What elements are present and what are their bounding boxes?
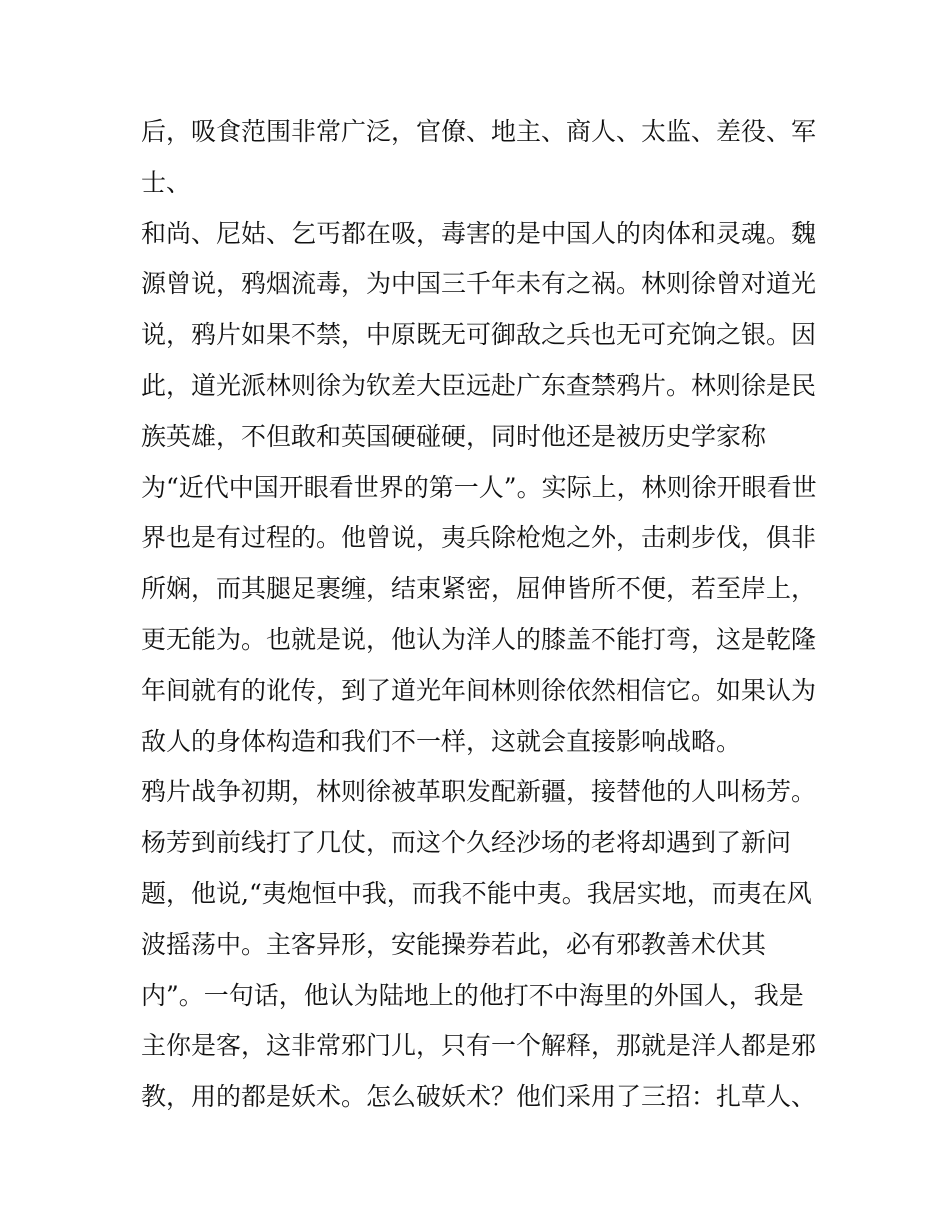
text-line: 鸦片战争初期，林则徐被革职发配新疆，接替他的人叫杨芳。 (141, 777, 817, 807)
text-line: 教，用的都是妖术。怎么破妖术？他们采用了三招：扎草人、 (141, 1082, 817, 1112)
text-line: 更无能为。也就是说，他认为洋人的膝盖不能打弯，这是乾隆 (141, 624, 817, 654)
text-line: 此，道光派林则徐为钦差大臣远赴广东查禁鸦片。林则徐是民 (141, 370, 817, 400)
text-line: 士、 (141, 167, 192, 197)
text-line: 波摇荡中。主客异形，安能操券若此，必有邪教善术伏其 (141, 929, 767, 959)
text-line: 题，他说,“夷炮恒中我，而我不能中夷。我居实地，而夷在风 (141, 878, 812, 908)
text-line: 源曾说，鸦烟流毒，为中国三千年未有之祸。林则徐曾对道光 (141, 269, 817, 299)
text-line: 敌人的身体构造和我们不一样，这就会直接影响战略。 (141, 726, 742, 756)
text-line: 和尚、尼姑、乞丐都在吸，毒害的是中国人的肉体和灵魂。魏 (141, 218, 817, 248)
text-line: 所娴，而其腿足裹缠，结束紧密，屈伸皆所不便，若至岸上， (141, 574, 817, 604)
text-line: 杨芳到前线打了几仗，而这个久经沙场的老将却遇到了新问 (141, 828, 792, 858)
text-line: 年间就有的讹传，到了道光年间林则徐依然相信它。如果认为 (141, 675, 817, 705)
text-line: 后，吸食范围非常广泛，官僚、地主、商人、太监、差役、军 (141, 117, 817, 146)
text-line: 内”。一句话，他认为陆地上的他打不中海里的外国人，我是 (141, 980, 804, 1010)
text-line: 为“近代中国开眼看世界的第一人”。实际上，林则徐开眼看世 (141, 472, 817, 502)
body-text (141, 107, 821, 1123)
text-line: 族英雄，不但敢和英国硬碰硬，同时他还是被历史学家称 (141, 421, 767, 451)
text-line: 说，鸦片如果不禁，中原既无可御敌之兵也无可充饷之银。因 (141, 320, 817, 350)
text-line: 界也是有过程的。他曾说，夷兵除枪炮之外，击刺步伐，俱非 (141, 523, 817, 553)
text-line: 主你是客，这非常邪门儿，只有一个解释，那就是洋人都是邪 (141, 1031, 817, 1061)
